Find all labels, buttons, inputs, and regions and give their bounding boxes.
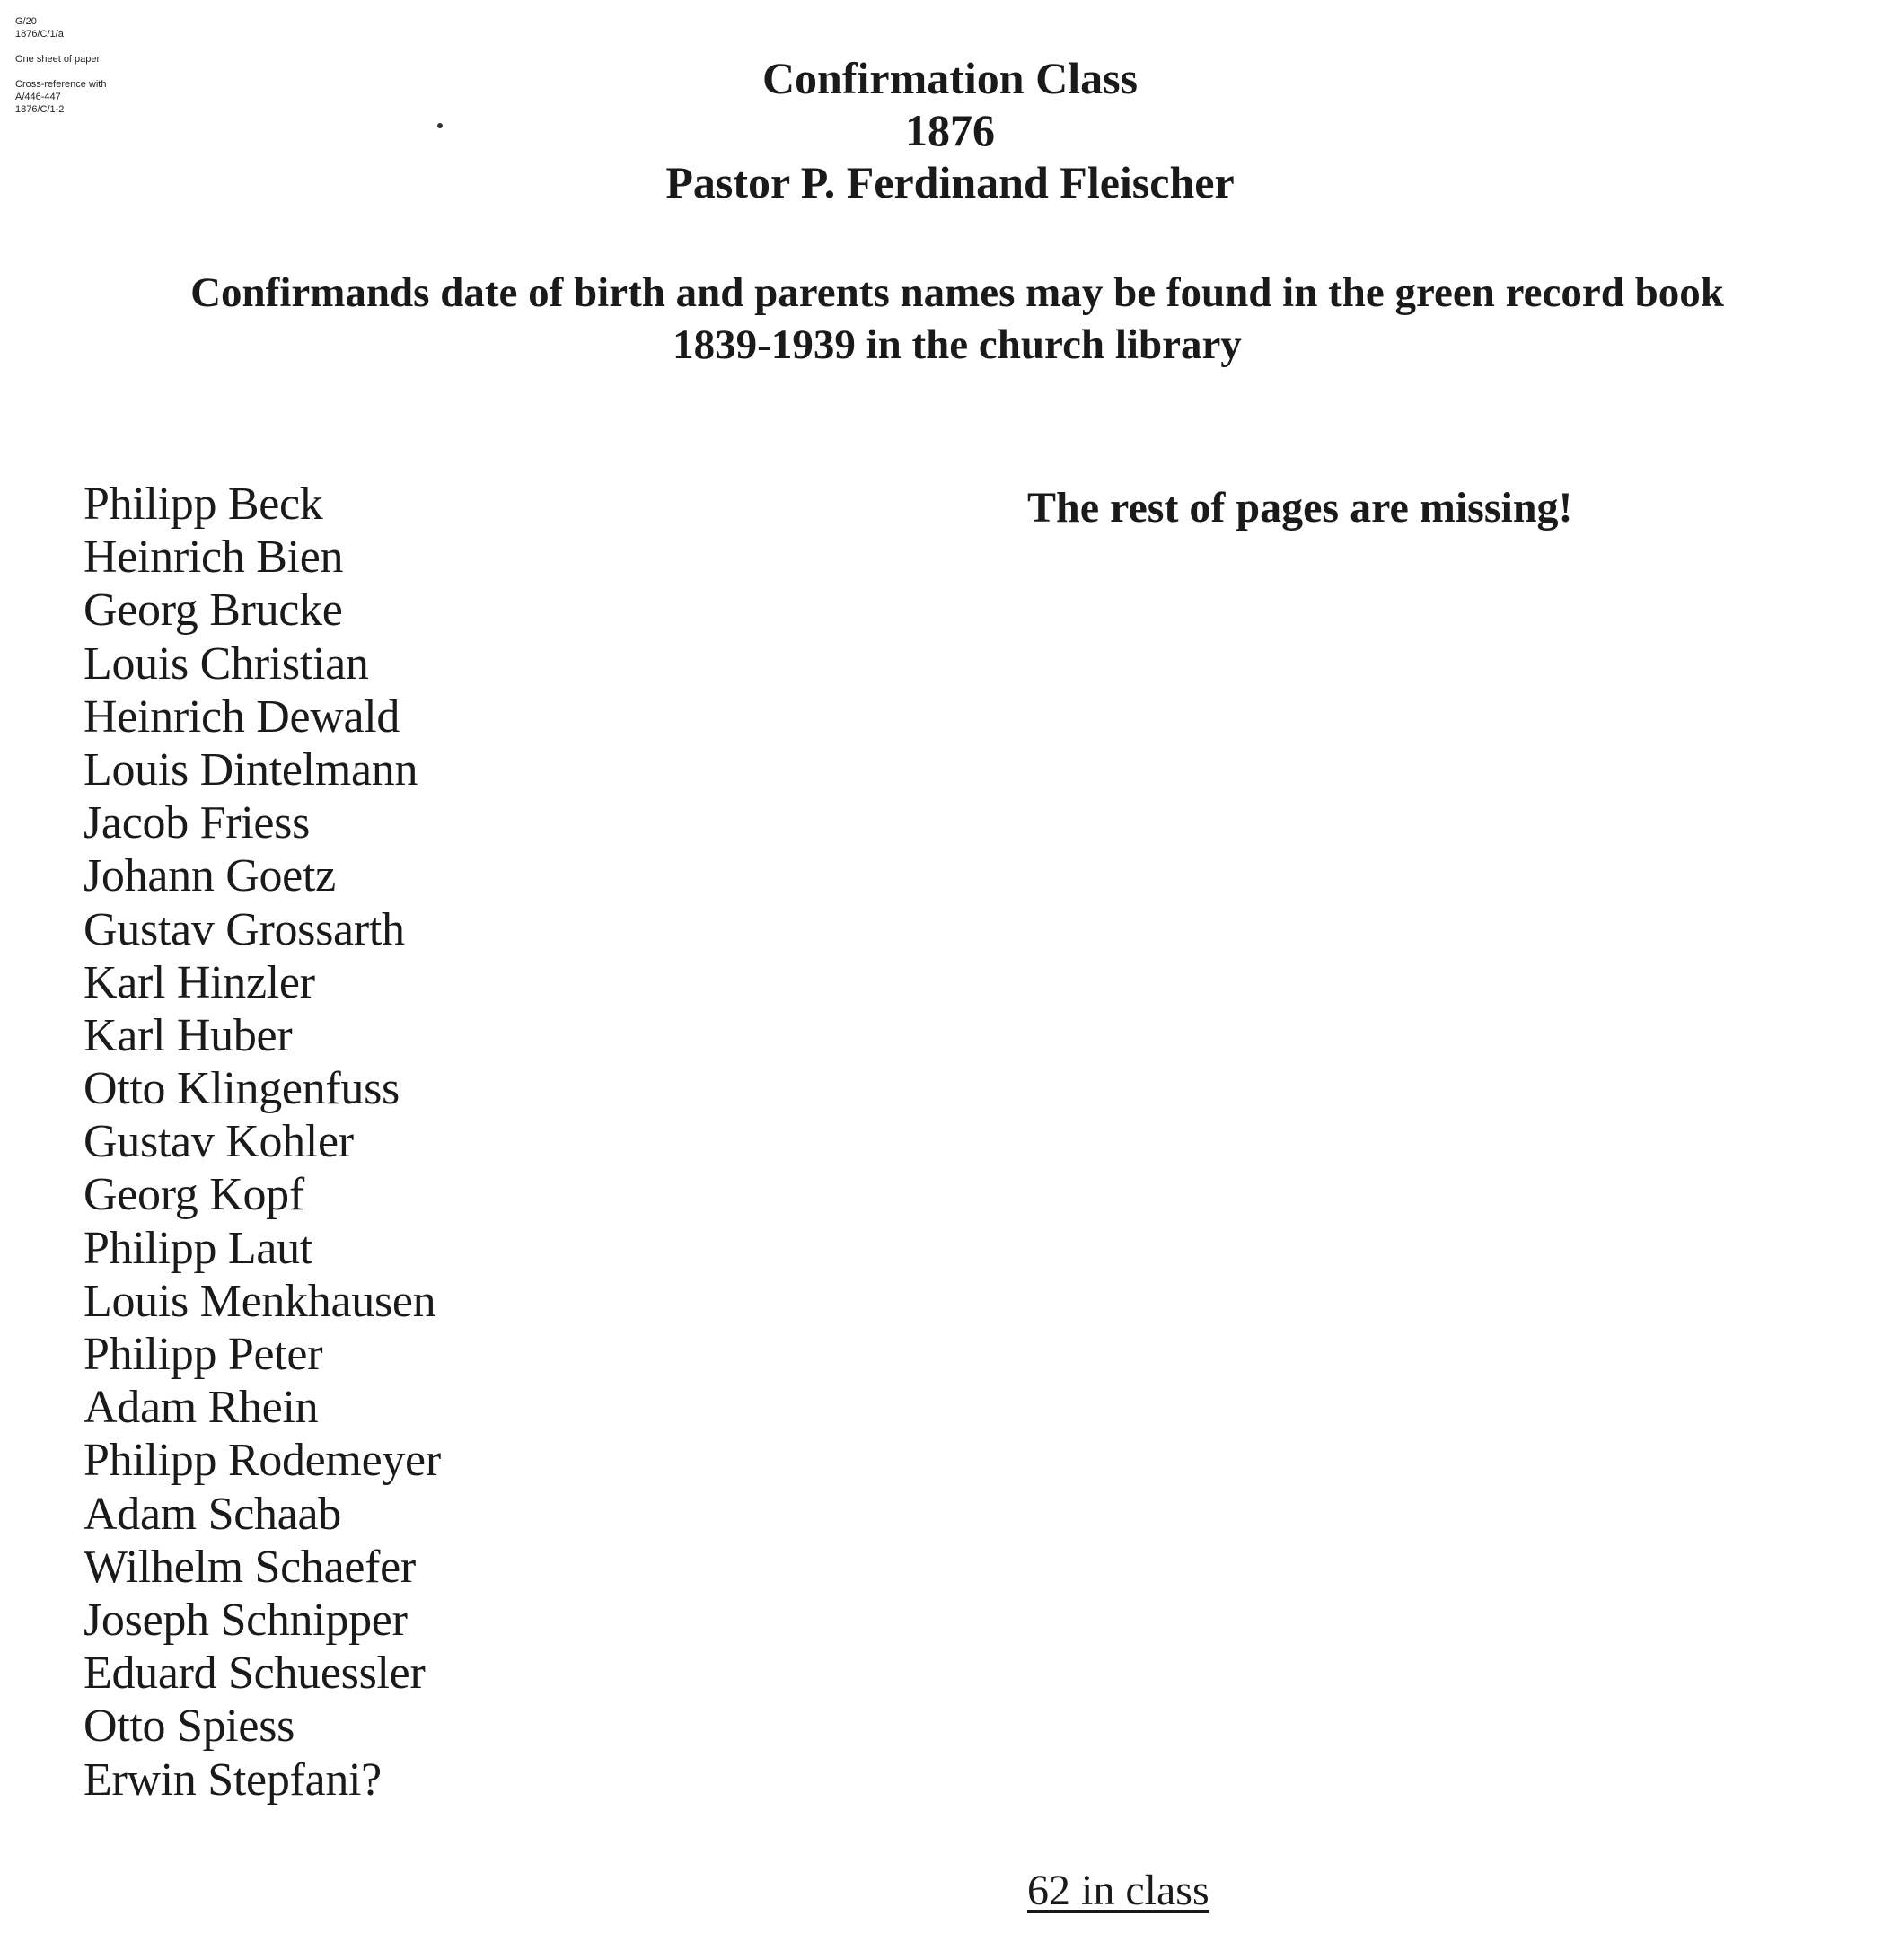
confirmand-name: Karl Huber [84, 1009, 293, 1061]
confirmand-name: Erwin Stepfani? [84, 1753, 382, 1806]
confirmand-name: Eduard Schuessler [84, 1648, 426, 1700]
confirmand-name: Gustav Grossarth [84, 903, 405, 955]
confirmand-name: Joseph Schnipper [84, 1594, 408, 1646]
meta-line: A/446-447 [15, 92, 61, 102]
confirmand-list [84, 478, 441, 1806]
class-count: 62 in class [1027, 1867, 1209, 1914]
confirmand-name: Philipp Peter [84, 1329, 323, 1380]
confirmand-name: Otto Spiess [84, 1701, 295, 1753]
confirmand-name: Heinrich Dewald [84, 690, 400, 743]
meta-line: 1876/C/1-2 [15, 104, 65, 115]
meta-line: G/20 [15, 16, 37, 27]
confirmand-name: Georg Brucke [84, 584, 343, 637]
confirmand-name: Adam Schaab [84, 1488, 341, 1540]
confirmand-name: Johann Goetz [84, 850, 336, 902]
document-title: Confirmation Class [761, 53, 1139, 103]
confirmand-name: Karl Hinzler [84, 956, 315, 1008]
confirmand-name: Philipp Beck [84, 479, 323, 530]
confirmand-name: Adam Rhein [84, 1382, 319, 1434]
meta-line: Cross-reference with [15, 79, 107, 90]
meta-spacer [15, 40, 106, 53]
missing-pages-note: The rest of pages are missing! [1027, 484, 1573, 532]
confirmand-name: Louis Menkhausen [84, 1275, 436, 1327]
confirmand-name: Louis Dintelmann [84, 743, 418, 795]
confirmand-name: Heinrich Bien [84, 532, 344, 584]
confirmand-name: Otto Klingenfuss [84, 1063, 400, 1115]
confirmand-name: Louis Christian [84, 637, 369, 690]
meta-line: One sheet of paper [15, 54, 101, 65]
confirmand-name: Georg Kopf [84, 1169, 304, 1221]
confirmand-name: Gustav Kohler [84, 1116, 354, 1168]
pastor-name: Pastor P. Ferdinand Fleischer [665, 157, 1235, 207]
record-note-line-1: Confirmands date of birth and parents names may be found in the green record book [190, 269, 1724, 316]
meta-line: 1876/C/1/a [15, 29, 64, 40]
confirmand-name: Philipp Laut [84, 1222, 312, 1274]
record-note-line-2: 1839-1939 in the church library [673, 321, 1242, 368]
confirmand-name: Jacob Friess [84, 797, 311, 849]
confirmand-name: Philipp Rodemeyer [84, 1435, 441, 1487]
document-year: 1876 [905, 105, 995, 155]
confirmand-name: Wilhelm Schaefer [84, 1541, 416, 1593]
